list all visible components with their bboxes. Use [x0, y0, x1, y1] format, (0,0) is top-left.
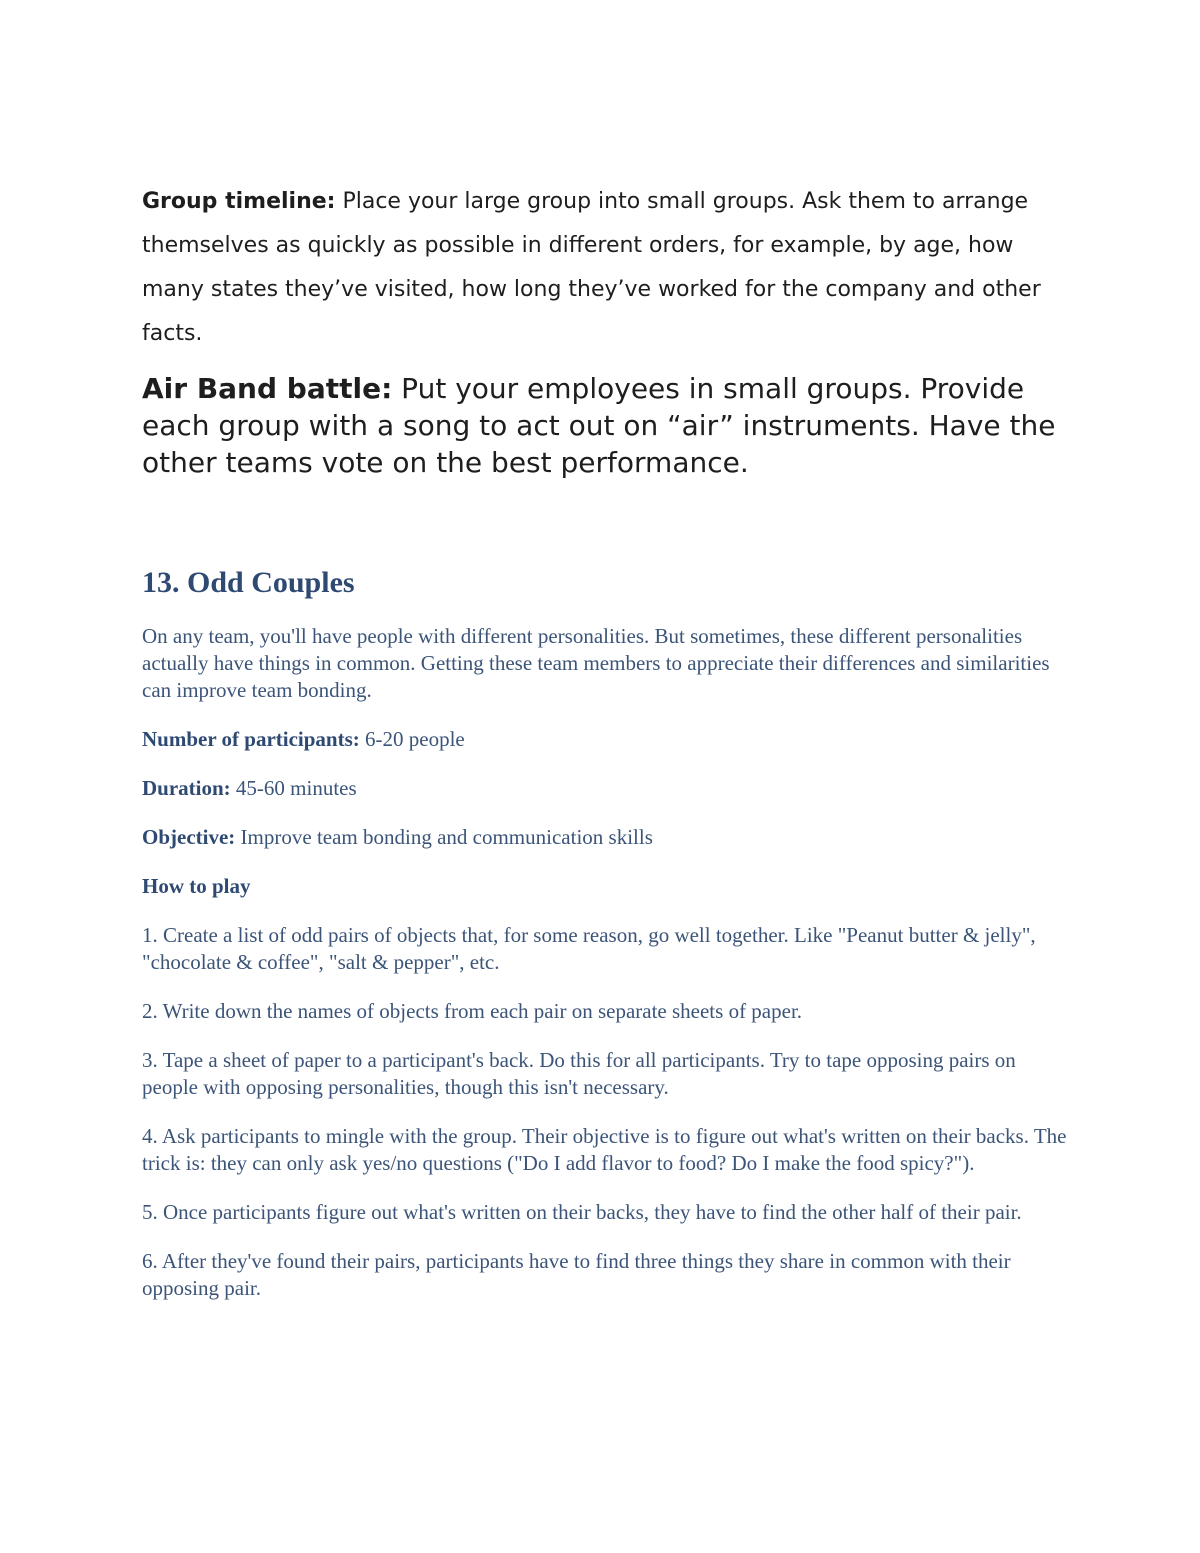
section-heading: 13. Odd Couples	[142, 566, 355, 599]
group-timeline-text: Place your large group into small groups. Ask them to arrange themselves as quickly as possible in different orders, for example, by age, how many states they’ve visited, how long they’ve worked for the company and other facts.	[142, 189, 1041, 346]
duration-value: 45-60 minutes	[230, 776, 357, 800]
participants-label: Number of participants:	[142, 727, 360, 751]
air-band-paragraph	[142, 370, 1072, 481]
participants-value: 6-20 people	[359, 727, 465, 751]
objective-label: Objective:	[142, 825, 236, 849]
step-item: 4. Ask participants to mingle with the group. Their objective is to figure out what's written on their backs. The trick is: they can only ask yes/no questions ("Do I add flavor to food? Do I make the food spicy?").	[142, 1124, 1067, 1175]
air-band-text: Put your employees in small groups. Provide each group with a song to act out on “air” instruments. Have the other teams vote on the best performance.	[142, 372, 1056, 479]
step-item: 5. Once participants figure out what's written on their backs, they have to find the other half of their pair.	[142, 1200, 1022, 1224]
group-timeline-label: Group timeline:	[142, 189, 336, 214]
how-to-play-heading: How to play	[142, 874, 251, 898]
group-timeline-paragraph	[142, 180, 1072, 356]
objective-line	[142, 824, 1072, 851]
participants-line	[142, 726, 1072, 753]
air-band-label: Air Band battle:	[142, 372, 393, 405]
document-page	[142, 180, 1072, 1302]
duration-label: Duration:	[142, 776, 231, 800]
step-item: 6. After they've found their pairs, participants have to find three things they share in common with their opposing pair.	[142, 1249, 1011, 1300]
objective-value: Improve team bonding and communication skills	[235, 825, 653, 849]
step-item: 3. Tape a sheet of paper to a participant's back. Do this for all participants. Try to tape opposing pairs on people with opposing personalities, though this isn't necessary.	[142, 1048, 1016, 1099]
duration-line	[142, 775, 1072, 802]
step-item: 1. Create a list of odd pairs of objects that, for some reason, go well together. Like "Peanut butter & jelly", "chocolate & coffee", "salt & pepper", etc.	[142, 923, 1036, 974]
section-intro: On any team, you'll have people with different personalities. But sometimes, these different personalities actually have things in common. Getting these team members to appreciate their differences and similarities can improve team bonding.	[142, 624, 1050, 702]
step-item: 2. Write down the names of objects from each pair on separate sheets of paper.	[142, 999, 803, 1023]
